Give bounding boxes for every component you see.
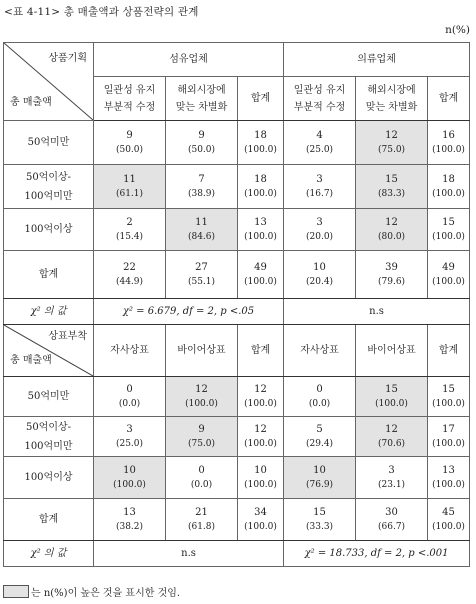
data-cell [428, 165, 470, 209]
data-cell [94, 165, 166, 209]
count-value: 12 [385, 423, 398, 435]
data-cell [428, 377, 470, 417]
row-label: 50억이상- 100억미만 [4, 417, 94, 457]
percent-value: (61.1) [115, 188, 144, 199]
corner-header-2 [4, 325, 94, 377]
data-cell [94, 417, 166, 457]
data-cell [356, 121, 428, 165]
count-value: 0 [198, 464, 205, 476]
count-value: 2 [126, 216, 133, 228]
data-cell [284, 209, 356, 251]
column-header: 합계 [238, 77, 284, 121]
data-cell [238, 457, 284, 499]
count-value: 9 [198, 129, 205, 141]
percent-value: (100.0) [375, 398, 408, 409]
count-value: 0 [126, 383, 133, 395]
column-header: 합계 [238, 325, 284, 377]
count-value: 13 [442, 464, 455, 476]
count-value: 10 [313, 261, 326, 273]
count-value: 18 [254, 129, 267, 141]
data-cell [428, 457, 470, 499]
percent-value: (29.4) [306, 438, 334, 449]
count-value: 45 [442, 506, 455, 518]
corner-top-label: 상표부착 [48, 331, 87, 342]
chi-square-apparel: χ² = 18.733, df = 2, p <.001 [284, 541, 470, 567]
count-value: 10 [123, 464, 136, 476]
column-header: 해외시장에 맞는 차별화 [166, 77, 238, 121]
percent-value: (61.8) [187, 521, 216, 532]
unit-label: n(%) [445, 24, 470, 36]
percent-value: (55.1) [187, 276, 216, 287]
data-cell [238, 209, 284, 251]
corner-bottom-label: 총 매출액 [10, 355, 52, 366]
percent-value: (80.0) [378, 231, 406, 242]
column-header: 바이어상표 [166, 325, 238, 377]
percent-value: (100.0) [432, 188, 465, 199]
data-cell [428, 209, 470, 251]
data-cell [356, 209, 428, 251]
column-header: 자사상표 [284, 325, 356, 377]
column-header: 합계 [428, 325, 470, 377]
percent-value: (75.0) [378, 144, 406, 155]
column-header: 일관성 유지 부분적 수정 [94, 77, 166, 121]
column-header: 해외시장에 맞는 차별화 [356, 77, 428, 121]
data-cell [284, 417, 356, 457]
count-value: 10 [313, 464, 326, 476]
data-cell [284, 165, 356, 209]
count-value: 3 [388, 464, 395, 476]
data-cell [94, 121, 166, 165]
chi-square-label: χ² 의 값 [4, 541, 94, 567]
column-header: 일관성 유지 부분적 수정 [284, 77, 356, 121]
data-cell [356, 377, 428, 417]
data-cell [166, 209, 238, 251]
column-header: 합계 [428, 77, 470, 121]
count-value: 39 [385, 261, 398, 273]
data-cell [428, 121, 470, 165]
percent-value: (16.7) [306, 188, 334, 199]
count-value: 0 [316, 383, 323, 395]
data-cell [166, 377, 238, 417]
percent-value: (100.0) [244, 188, 277, 199]
percent-value: (0.0) [190, 479, 213, 490]
chi-square-textile: χ² = 6.679, df = 2, p <.05 [94, 299, 284, 325]
data-cell [356, 165, 428, 209]
data-cell [428, 499, 470, 541]
percent-value: (79.6) [378, 276, 406, 287]
percent-value: (50.0) [115, 144, 144, 155]
data-cell [284, 377, 356, 417]
percent-value: (0.0) [308, 398, 331, 409]
count-value: 16 [442, 129, 455, 141]
percent-value: (100.0) [244, 521, 277, 532]
count-value: 34 [254, 506, 267, 518]
percent-value: (100.0) [432, 398, 465, 409]
data-cell [356, 417, 428, 457]
percent-value: (38.2) [115, 521, 144, 532]
data-cell [238, 121, 284, 165]
count-value: 18 [442, 173, 455, 185]
percent-value: (100.0) [244, 479, 277, 490]
column-header: 자사상표 [94, 325, 166, 377]
corner-header-1 [4, 43, 94, 121]
row-label: 50억이상- 100억미만 [4, 165, 94, 209]
data-cell [166, 499, 238, 541]
percent-value: (20.4) [306, 276, 334, 287]
data-cell [94, 251, 166, 299]
data-cell [284, 121, 356, 165]
data-cell [284, 499, 356, 541]
row-label: 50억미만 [4, 377, 94, 417]
percent-value: (100.0) [244, 144, 277, 155]
count-value: 5 [316, 423, 323, 435]
percent-value: (0.0) [118, 398, 141, 409]
percent-value: (100.0) [432, 144, 465, 155]
count-value: 13 [123, 506, 136, 518]
highlight-swatch [3, 585, 29, 598]
count-value: 12 [195, 383, 208, 395]
percent-value: (100.0) [113, 479, 146, 490]
chi-square-label: χ² 의 값 [4, 299, 94, 325]
percent-value: (33.3) [306, 521, 334, 532]
data-cell [356, 251, 428, 299]
data-cell [284, 457, 356, 499]
legend-text: 는 n(%)이 높은 것을 표시한 것임. [31, 588, 181, 599]
row-label: 합계 [4, 251, 94, 299]
data-cell [238, 377, 284, 417]
corner-bottom-label: 총 매출액 [10, 97, 52, 108]
data-cell [238, 417, 284, 457]
count-value: 7 [198, 173, 205, 185]
data-cell [166, 121, 238, 165]
count-value: 11 [123, 173, 136, 185]
percent-value: (100.0) [244, 398, 277, 409]
count-value: 15 [313, 506, 326, 518]
row-label: 100억이상 [4, 209, 94, 251]
count-value: 17 [442, 423, 455, 435]
data-cell [428, 417, 470, 457]
percent-value: (100.0) [432, 276, 465, 287]
count-value: 10 [254, 464, 267, 476]
count-value: 49 [442, 261, 455, 273]
count-value: 15 [385, 383, 398, 395]
data-cell [166, 417, 238, 457]
count-value: 12 [254, 383, 267, 395]
corner-top-label: 상품기획 [48, 53, 87, 64]
column-header: 바이어상표 [356, 325, 428, 377]
data-cell [238, 251, 284, 299]
count-value: 18 [254, 173, 267, 185]
data-cell [356, 499, 428, 541]
percent-value: (25.0) [306, 144, 334, 155]
count-value: 9 [198, 423, 205, 435]
percent-value: (23.1) [378, 479, 406, 490]
count-value: 27 [195, 261, 208, 273]
data-cell [166, 165, 238, 209]
sales-strategy-table [3, 42, 470, 567]
percent-value: (70.6) [378, 438, 406, 449]
legend [3, 584, 180, 599]
data-cell [356, 457, 428, 499]
table-caption: <표 4-11> 총 매출액과 상품전략의 관계 [4, 6, 199, 18]
count-value: 11 [195, 216, 208, 228]
data-cell [238, 165, 284, 209]
row-label: 100억이상 [4, 457, 94, 499]
data-cell [166, 457, 238, 499]
row-label: 50억미만 [4, 121, 94, 165]
count-value: 22 [123, 261, 136, 273]
percent-value: (38.9) [187, 188, 216, 199]
chi-square-textile: n.s [94, 541, 284, 567]
percent-value: (100.0) [244, 438, 277, 449]
data-cell [238, 499, 284, 541]
percent-value: (100.0) [244, 276, 277, 287]
count-value: 12 [254, 423, 267, 435]
data-cell [94, 457, 166, 499]
percent-value: (25.0) [115, 438, 144, 449]
count-value: 30 [385, 506, 398, 518]
group-header-apparel: 의류업체 [284, 43, 470, 77]
count-value: 15 [442, 383, 455, 395]
group-header-textile: 섬유업체 [94, 43, 284, 77]
count-value: 12 [385, 216, 398, 228]
percent-value: (15.4) [115, 231, 144, 242]
count-value: 15 [442, 216, 455, 228]
percent-value: (100.0) [432, 479, 465, 490]
percent-value: (84.6) [187, 231, 216, 242]
data-cell [94, 499, 166, 541]
data-cell [166, 251, 238, 299]
count-value: 3 [316, 216, 323, 228]
count-value: 12 [385, 129, 398, 141]
count-value: 3 [316, 173, 323, 185]
percent-value: (76.9) [306, 479, 334, 490]
percent-value: (100.0) [432, 438, 465, 449]
count-value: 9 [126, 129, 133, 141]
percent-value: (50.0) [187, 144, 216, 155]
data-cell [428, 251, 470, 299]
row-label: 합계 [4, 499, 94, 541]
percent-value: (83.3) [378, 188, 406, 199]
percent-value: (20.0) [306, 231, 334, 242]
count-value: 49 [254, 261, 267, 273]
percent-value: (75.0) [187, 438, 216, 449]
percent-value: (44.9) [115, 276, 144, 287]
percent-value: (100.0) [432, 231, 465, 242]
count-value: 13 [254, 216, 267, 228]
count-value: 4 [316, 129, 323, 141]
data-cell [284, 251, 356, 299]
percent-value: (66.7) [378, 521, 406, 532]
percent-value: (100.0) [432, 521, 465, 532]
data-cell [94, 209, 166, 251]
count-value: 21 [195, 506, 208, 518]
percent-value: (100.0) [244, 231, 277, 242]
count-value: 3 [126, 423, 133, 435]
percent-value: (100.0) [185, 398, 218, 409]
data-cell [94, 377, 166, 417]
chi-square-apparel: n.s [284, 299, 470, 325]
count-value: 15 [385, 173, 398, 185]
